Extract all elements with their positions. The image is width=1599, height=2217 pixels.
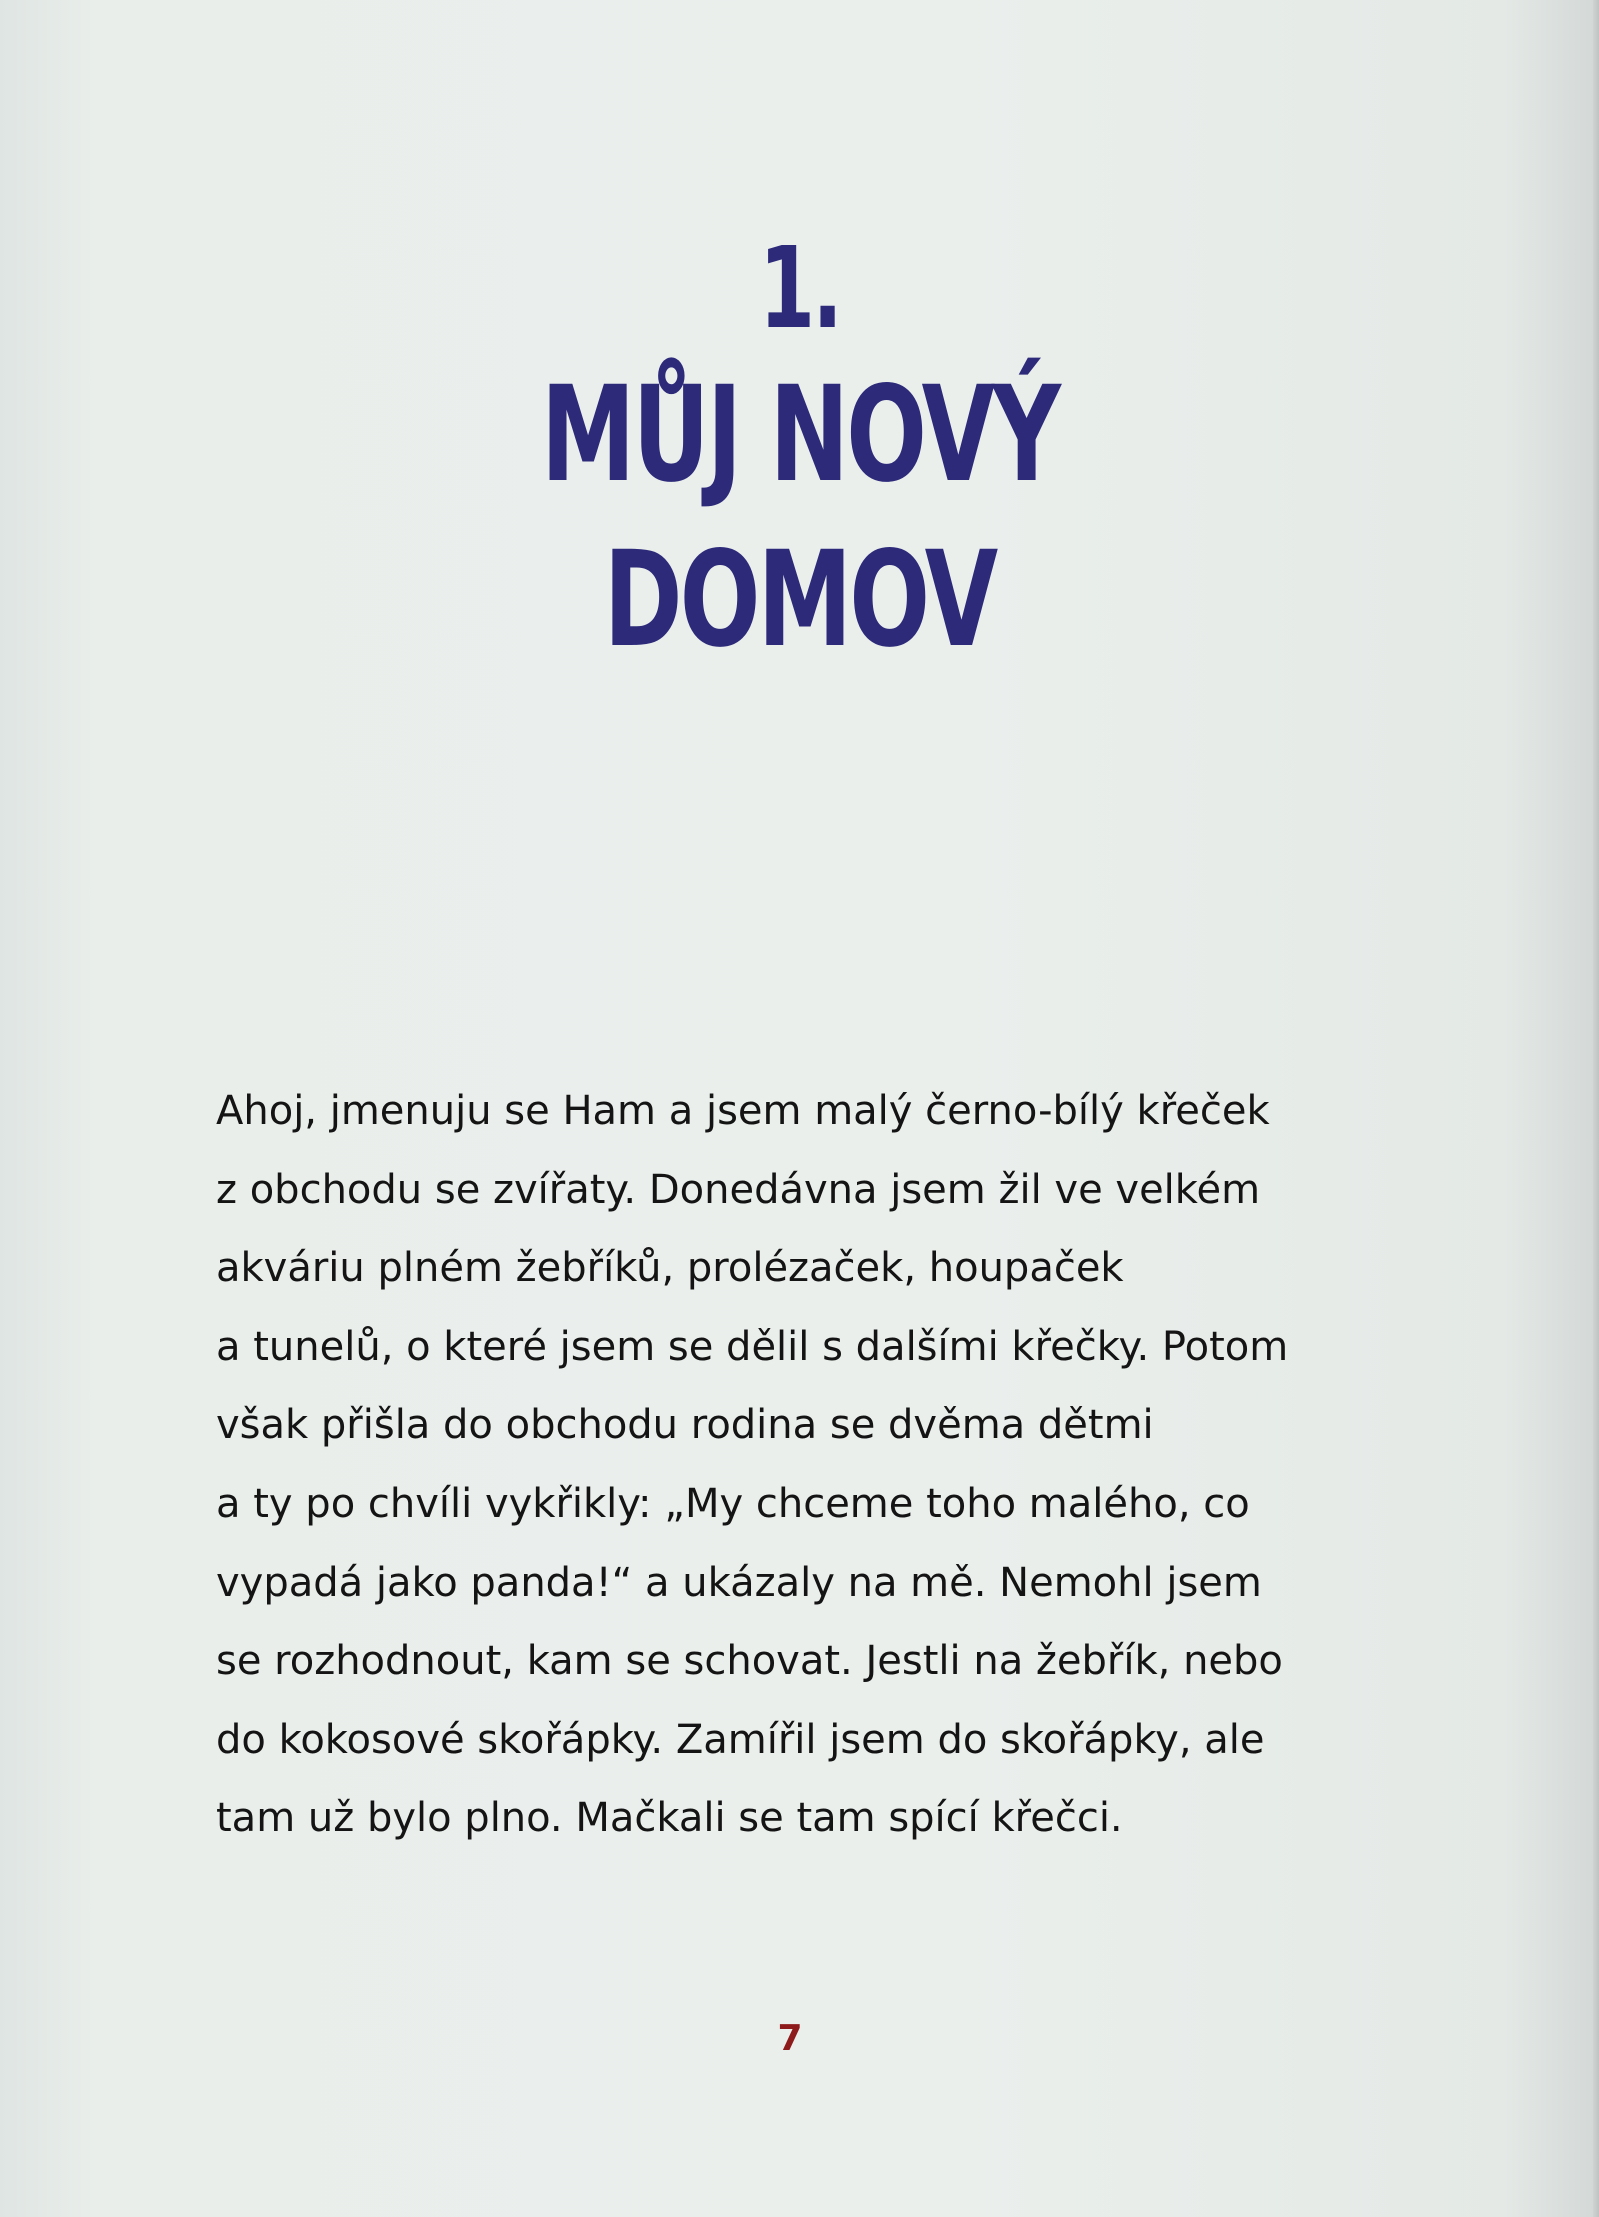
body-line: a tunelů, o které jsem se dělil s dalšími křečky. Potom (216, 1323, 1289, 1370)
page-edge (1593, 0, 1599, 2217)
body-line: a ty po chvíli vykřikly: „My chceme toho malého, co (216, 1480, 1250, 1527)
body-line: akváriu plném žebříků, prolézaček, houpaček (216, 1245, 1124, 1292)
body-paragraph (216, 1072, 1376, 1858)
body-line: však přišla do obchodu rodina se dvěma dětmi (216, 1402, 1154, 1449)
chapter-heading (0, 225, 1599, 683)
page-number: 7 (777, 2018, 803, 2059)
body-line: do kokosové skořápky. Zamířil jsem do skořápky, ale (216, 1716, 1265, 1763)
body-line: tam už bylo plno. Mačkali se tam spící křečci. (216, 1795, 1123, 1842)
body-line: vypadá jako panda!“ a ukázaly na mě. Nemohl jsem (216, 1559, 1262, 1606)
chapter-title-line-1: MŮJ NOVÝ (540, 358, 1059, 512)
body-line: z obchodu se zvířaty. Donedávna jsem žil ve velkém (216, 1166, 1261, 1213)
body-line: se rozhodnout, kam se schovat. Jestli na žebřík, nebo (216, 1638, 1283, 1685)
chapter-title-line-2: DOMOV (603, 523, 996, 677)
body-line: Ahoj, jmenuju se Ham a jsem malý černo-bílý křeček (216, 1088, 1270, 1134)
chapter-number: 1. (759, 224, 840, 354)
